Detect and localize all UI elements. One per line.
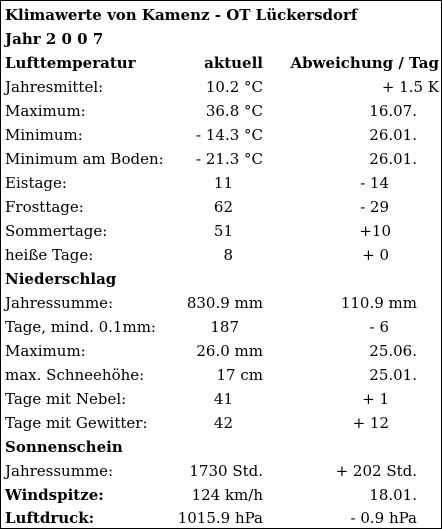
table-row bbox=[1, 339, 441, 363]
table-row-pressure bbox=[1, 506, 441, 530]
section-heading: Lufttemperatur bbox=[5, 54, 136, 72]
row-actual: 36.8 °C bbox=[205, 102, 263, 120]
row-deviation: - 6 bbox=[369, 318, 389, 336]
row-deviation: 26.01. bbox=[369, 126, 417, 144]
row-deviation: - 14 bbox=[360, 174, 389, 192]
row-deviation: 25.06. bbox=[369, 342, 417, 360]
table-row bbox=[1, 171, 441, 195]
section-header-precip bbox=[1, 267, 441, 291]
row-actual: 8 bbox=[223, 246, 233, 264]
row-label: Jahressumme: bbox=[5, 462, 114, 480]
row-label: Tage mit Gewitter: bbox=[5, 414, 148, 432]
row-deviation: + 202 Std. bbox=[335, 462, 417, 480]
row-deviation: 110.9 mm bbox=[340, 294, 417, 312]
table-row bbox=[1, 363, 441, 387]
row-actual: 830.9 mm bbox=[186, 294, 263, 312]
row-label: Tage, mind. 0.1mm: bbox=[5, 318, 156, 336]
section-header-sun bbox=[1, 435, 441, 459]
table-row bbox=[1, 195, 441, 219]
row-actual: 1015.9 hPa bbox=[177, 509, 263, 527]
row-actual: 26.0 mm bbox=[196, 342, 263, 360]
row-deviation: - 0.9 hPa bbox=[350, 509, 417, 527]
row-deviation: +10 bbox=[359, 222, 391, 240]
row-actual: 10.2 °C bbox=[205, 78, 263, 96]
row-deviation: + 1 bbox=[362, 390, 389, 408]
row-deviation: - 29 bbox=[360, 198, 389, 216]
table-row bbox=[1, 147, 441, 171]
table-row bbox=[1, 459, 441, 483]
row-label: Eistage: bbox=[5, 174, 67, 192]
page-title: Klimawerte von Kamenz - OT Lückersdorf bbox=[5, 6, 358, 24]
table-row bbox=[1, 243, 441, 267]
col-deviation-header: Abweichung / Tag bbox=[290, 54, 439, 72]
row-label: Frosttage: bbox=[5, 198, 84, 216]
table-row bbox=[1, 291, 441, 315]
row-deviation: + 1.5 K bbox=[381, 78, 439, 96]
row-actual: - 14.3 °C bbox=[196, 126, 263, 144]
row-actual: 51 bbox=[213, 222, 233, 240]
row-actual: 42 bbox=[213, 414, 233, 432]
row-actual: 187 bbox=[210, 318, 239, 336]
row-actual: 124 km/h bbox=[191, 486, 263, 504]
table-row bbox=[1, 315, 441, 339]
year-row bbox=[1, 27, 441, 51]
row-actual: - 21.3 °C bbox=[196, 150, 263, 168]
row-deviation: 18.01. bbox=[369, 486, 417, 504]
year-label: Jahr 2 0 0 7 bbox=[5, 30, 104, 48]
table-row-wind bbox=[1, 483, 441, 507]
row-label: Jahressumme: bbox=[5, 294, 114, 312]
row-deviation: 16.07. bbox=[369, 102, 417, 120]
table-row bbox=[1, 99, 441, 123]
row-label: Minimum: bbox=[5, 126, 83, 144]
section-heading: Niederschlag bbox=[5, 270, 117, 288]
row-label: Tage mit Nebel: bbox=[5, 390, 127, 408]
row-actual: 1730 Std. bbox=[189, 462, 263, 480]
row-actual: 41 bbox=[213, 390, 233, 408]
row-label: Minimum am Boden: bbox=[5, 150, 164, 168]
row-deviation: + 12 bbox=[352, 414, 389, 432]
col-actual-header: aktuell bbox=[204, 54, 263, 72]
table-row bbox=[1, 123, 441, 147]
row-actual: 17 cm bbox=[216, 366, 263, 384]
row-deviation: 25.01. bbox=[369, 366, 417, 384]
section-header-air bbox=[1, 51, 441, 75]
table-row bbox=[1, 411, 441, 435]
row-deviation: 26.01. bbox=[369, 150, 417, 168]
title-row bbox=[1, 3, 441, 27]
row-label: Maximum: bbox=[5, 342, 86, 360]
row-label: Luftdruck: bbox=[5, 509, 95, 527]
row-label: Maximum: bbox=[5, 102, 86, 120]
row-deviation: + 0 bbox=[362, 246, 389, 264]
row-label: Windspitze: bbox=[5, 486, 104, 504]
row-actual: 11 bbox=[213, 174, 233, 192]
table-row bbox=[1, 219, 441, 243]
row-label: Jahresmittel: bbox=[5, 78, 104, 96]
section-heading: Sonnenschein bbox=[5, 438, 123, 456]
row-label: heiße Tage: bbox=[5, 246, 94, 264]
table-row bbox=[1, 387, 441, 411]
table-row bbox=[1, 75, 441, 99]
row-actual: 62 bbox=[213, 198, 233, 216]
row-label: max. Schneehöhe: bbox=[5, 366, 145, 384]
row-label: Sommertage: bbox=[5, 222, 108, 240]
